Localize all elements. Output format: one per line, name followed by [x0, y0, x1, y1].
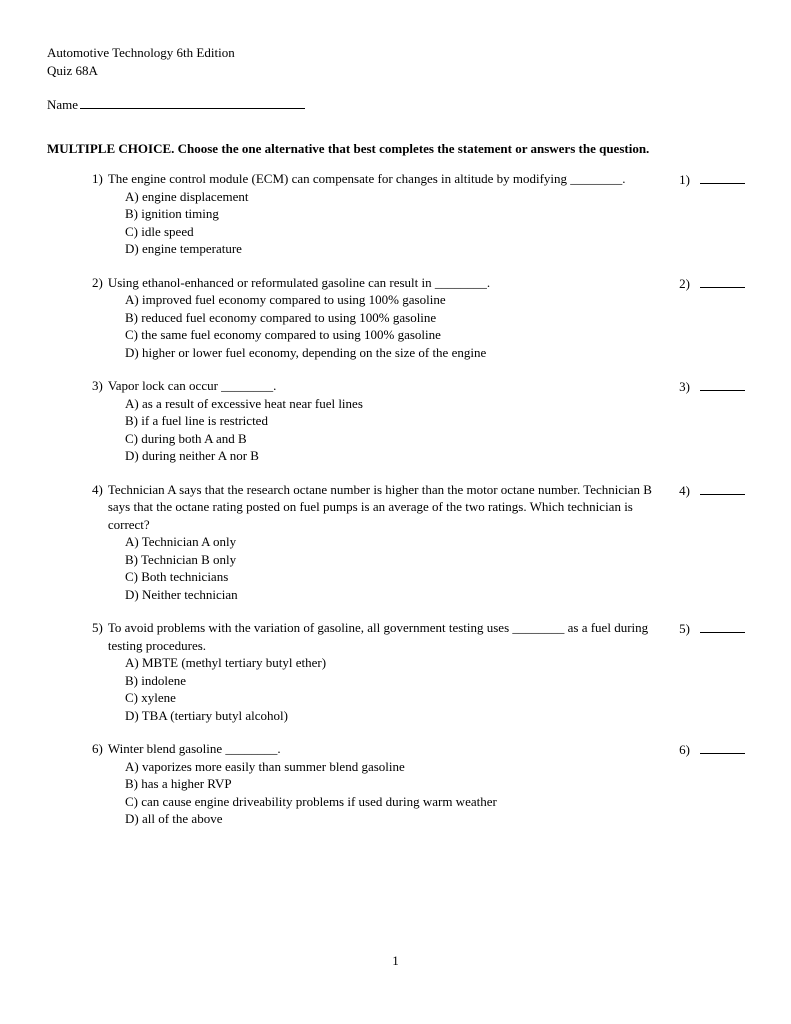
- choices: [125, 533, 661, 603]
- name-blank: [80, 95, 305, 109]
- question: [92, 740, 745, 828]
- answer-area: [675, 377, 745, 465]
- choice: B) reduced fuel economy compared to using 100% gasoline: [125, 309, 437, 325]
- choice: D) engine temperature: [125, 241, 242, 256]
- answer-area: [675, 619, 745, 724]
- choice: B) ignition timing: [125, 206, 219, 221]
- answer-number: 3): [679, 379, 690, 394]
- choice: B) indolene: [125, 672, 187, 688]
- question: [92, 170, 745, 258]
- question: [92, 481, 745, 604]
- question-text: Technician A says that the research octane number is higher than the motor octane number. Technician B says that the octane rating posted on fuel pumps is an average of the two ratings. Which technician is correct?: [107, 481, 652, 532]
- question-number: 6): [92, 741, 103, 756]
- question-number: 3): [92, 378, 103, 393]
- choice: D) higher or lower fuel economy, depending on the size of the engine: [125, 344, 487, 360]
- answer-number: 2): [679, 275, 690, 291]
- answer-number: 5): [679, 621, 690, 636]
- name-label: Name: [47, 97, 79, 112]
- choice: D) TBA (tertiary butyl alcohol): [125, 707, 288, 723]
- choice: C) idle speed: [125, 223, 194, 239]
- question: [92, 619, 745, 724]
- choices: [125, 758, 661, 828]
- question: [92, 274, 745, 362]
- document-title: Automotive Technology 6th Edition: [47, 45, 235, 60]
- question-text: The engine control module (ECM) can compensate for changes in altitude by modifying ________.: [107, 171, 626, 186]
- answer-blank: [700, 170, 745, 184]
- question-number: 4): [92, 481, 103, 497]
- question-number: 2): [92, 274, 103, 290]
- answer-area: [675, 740, 745, 828]
- answer-blank: [700, 274, 745, 288]
- choice: A) as a result of excessive heat near fuel lines: [125, 395, 363, 411]
- instructions: MULTIPLE CHOICE. Choose the one alternative that best completes the statement or answers the question.: [47, 140, 650, 156]
- answer-blank: [700, 481, 745, 495]
- name-row: [47, 95, 745, 114]
- choice: C) Both technicians: [125, 569, 229, 584]
- answer-blank: [700, 740, 745, 754]
- choice: A) vaporizes more easily than summer blend gasoline: [125, 758, 405, 774]
- choice: B) Technician B only: [125, 551, 237, 567]
- quiz-number: Quiz 68A: [47, 62, 98, 78]
- choices: [125, 654, 661, 724]
- answer-number: 6): [679, 742, 690, 757]
- answer-blank: [700, 377, 745, 391]
- answer-area: [675, 481, 745, 604]
- choice: C) xylene: [125, 690, 176, 705]
- answer-number: 1): [679, 172, 690, 187]
- question: [92, 377, 745, 465]
- page-number: 1: [392, 952, 399, 968]
- answer-area: [675, 170, 745, 258]
- question-text: Using ethanol-enhanced or reformulated gasoline can result in ________.: [107, 274, 491, 290]
- choice: C) the same fuel economy compared to using 100% gasoline: [125, 327, 441, 342]
- choice: A) MBTE (methyl tertiary butyl ether): [125, 655, 327, 670]
- choice: B) has a higher RVP: [125, 776, 232, 791]
- question-number: 1): [92, 171, 103, 186]
- question-text: To avoid problems with the variation of gasoline, all government testing uses ________ as a fuel during testing procedures.: [107, 620, 649, 653]
- choice: D) Neither technician: [125, 586, 238, 602]
- document-header: [47, 44, 745, 79]
- choice: C) during both A and B: [125, 430, 247, 446]
- choice: D) all of the above: [125, 811, 223, 826]
- question-number: 5): [92, 620, 103, 635]
- answer-number: 4): [679, 482, 690, 498]
- answer-blank: [700, 619, 745, 633]
- choices: [125, 395, 661, 465]
- choices: [125, 188, 661, 258]
- choice: A) Technician A only: [125, 534, 237, 549]
- choice: A) engine displacement: [125, 188, 249, 204]
- choice: C) can cause engine driveability problems if used during warm weather: [125, 793, 497, 809]
- choices: [125, 291, 661, 361]
- choice: B) if a fuel line is restricted: [125, 413, 268, 428]
- answer-area: [675, 274, 745, 362]
- question-text: Vapor lock can occur ________.: [107, 378, 277, 393]
- questions-list: [47, 170, 745, 828]
- question-text: Winter blend gasoline ________.: [107, 741, 281, 756]
- choice: A) improved fuel economy compared to using 100% gasoline: [125, 292, 446, 307]
- choice: D) during neither A nor B: [125, 448, 259, 463]
